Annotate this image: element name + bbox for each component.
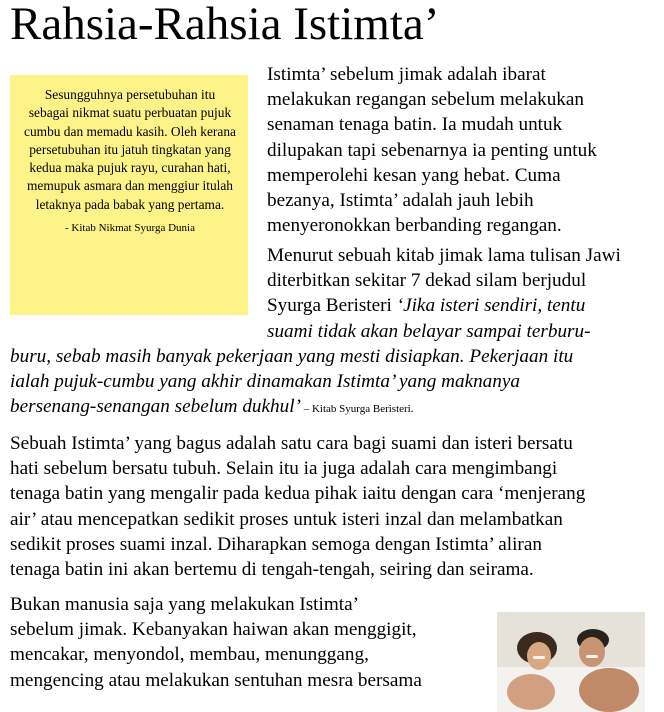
text-line: sebelum jimak. Kebanyakan haiwan akan menggigit, xyxy=(10,619,417,641)
paragraph-4 xyxy=(10,592,422,693)
quoted-text: suami tidak akan belayar sampai terburu- xyxy=(267,320,591,342)
paragraph-3 xyxy=(10,431,585,582)
quoted-text: buru, sebab masih banyak pekerjaan yang mesti disiapkan. Pekerjaan itu xyxy=(10,346,574,367)
text-line xyxy=(10,394,573,419)
couple-photo-illustration xyxy=(497,612,645,712)
text-line xyxy=(267,293,621,318)
quoted-text: ‘Jika isteri sendiri, tentu xyxy=(396,295,586,317)
text-line xyxy=(10,344,573,369)
text-line: dilupakan tapi sebenarnya ia penting untuk xyxy=(267,139,597,161)
quote-box xyxy=(10,75,248,315)
text-line: hati sebelum bersatu tubuh. Selain itu ia juga adalah cara mengimbangi xyxy=(10,458,558,480)
text-line: air’ atau mencepatkan sedikit proses untuk isteri inzal dan melambatkan xyxy=(10,508,563,530)
quoted-text: ialah pujuk-cumbu yang akhir dinamakan Istimta’ yang maknanya xyxy=(10,371,520,393)
text-line: mengencing atau melakukan sentuhan mesra bersama xyxy=(10,669,422,691)
text-line: Bukan manusia saja yang melakukan Istimta’ xyxy=(10,594,360,615)
couple-photo xyxy=(497,612,645,712)
text-line: memperolehi kesan yang hebat. Cuma xyxy=(267,164,561,186)
text-line: Istimta’ sebelum jimak adalah ibarat xyxy=(267,64,546,85)
paragraph-1 xyxy=(267,62,597,238)
text-line: tenaga batin yang mengalir pada kedua pihak iaitu dengan cara ‘menjerang xyxy=(10,483,586,505)
citation: – Kitab Syurga Beristeri. xyxy=(300,403,414,416)
text-line: mencakar, menyondol, membau, menunggang, xyxy=(10,644,369,666)
text-line: menyeronokkan berbanding regangan. xyxy=(267,215,562,237)
text-line: tenaga batin ini akan bertemu di tengah-tengah, seiring dan seirama. xyxy=(10,558,534,580)
paragraph-2-continued xyxy=(10,344,573,420)
book-title: Syurga Beristeri xyxy=(267,295,397,317)
article-title: Rahsia-Rahsia Istimta’ xyxy=(10,0,440,50)
text-line: Menurut sebuah kitab jimak lama tulisan Jawi xyxy=(267,245,621,266)
quoted-text: bersenang-senangan sebelum dukhul’ xyxy=(10,396,301,418)
text-line: Sebuah Istimta’ yang bagus adalah satu cara bagi suami dan isteri bersatu xyxy=(10,433,573,454)
text-line: diterbitkan sekitar 7 dekad silam berjudul xyxy=(267,270,587,292)
paragraph-2 xyxy=(267,243,621,344)
text-line: bezanya, Istimta’ adalah jauh lebih xyxy=(267,189,534,211)
text-line: melakukan regangan sebelum melakukan xyxy=(267,89,585,111)
text-line: senaman tenaga batin. Ia mudah untuk xyxy=(267,114,563,136)
text-line xyxy=(267,319,621,344)
text-line: sedikit proses suami inzal. Diharapkan semoga dengan Istimta’ aliran xyxy=(10,533,542,555)
text-line xyxy=(10,369,573,394)
quote-text: Sesungguhnya persetubuhan itu sebagai nikmat suatu perbuatan pujuk cumbu dan memadu kasih. Oleh kerana persetubuhan itu jatuh tingkatan yang kedua maka pujuk rayu, curahan hati, memupuk asmara dan menggiur itulah letaknya pada babak yang pertama. xyxy=(24,87,236,212)
quote-source: - Kitab Nikmat Syurga Dunia xyxy=(65,222,195,235)
